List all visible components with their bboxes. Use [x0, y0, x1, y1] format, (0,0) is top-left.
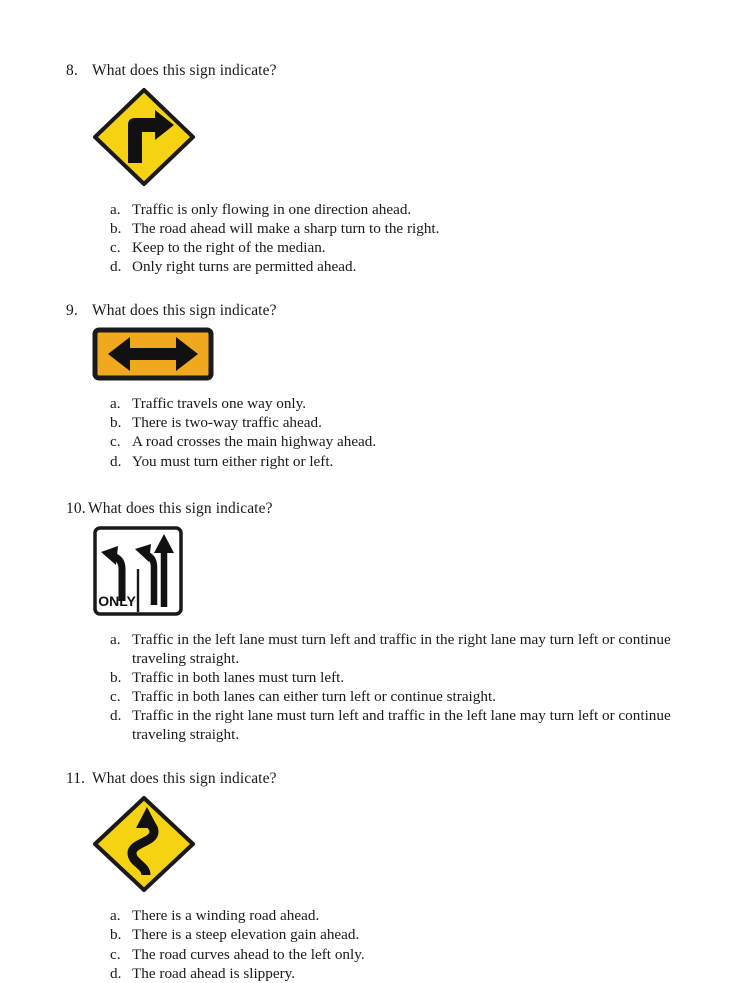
option-letter: d.	[110, 452, 122, 470]
option-letter: d.	[110, 707, 122, 725]
option-text: Traffic in both lanes can either turn left or continue straight.	[132, 687, 496, 705]
option-text: Traffic is only flowing in one direction ahead.	[132, 200, 412, 218]
question-9-prompt: What does this sign indicate?	[92, 302, 277, 320]
option-item[interactable]	[110, 964, 692, 983]
question-10-sign-area	[66, 525, 692, 622]
option-letter: a.	[110, 907, 121, 925]
question-10-prompt: What does this sign indicate?	[88, 499, 273, 517]
winding-road-warning-sign	[92, 795, 196, 893]
option-item[interactable]	[110, 945, 692, 964]
option-letter: c.	[110, 433, 121, 451]
question-8-heading	[66, 62, 692, 80]
option-item[interactable]	[110, 219, 692, 238]
option-item[interactable]	[110, 238, 692, 257]
lane-control-sign	[92, 525, 184, 617]
option-text: The road curves ahead to the left only.	[132, 945, 365, 963]
option-text: Traffic travels one way only.	[132, 395, 307, 413]
option-letter: d.	[110, 258, 122, 276]
option-letter: b.	[110, 414, 122, 432]
question-9-heading	[66, 302, 692, 320]
question-11-number: 11.	[66, 770, 86, 788]
question-8-prompt: What does this sign indicate?	[92, 62, 277, 79]
question-9-number: 9.	[66, 302, 78, 320]
option-text: Only right turns are permitted ahead.	[132, 258, 357, 276]
option-letter: b.	[110, 219, 122, 237]
option-letter: b.	[110, 926, 122, 944]
option-item[interactable]	[110, 706, 692, 744]
option-item[interactable]	[110, 452, 692, 471]
question-11-prompt: What does this sign indicate?	[92, 770, 277, 788]
option-letter: c.	[110, 945, 121, 963]
option-letter: c.	[110, 239, 121, 257]
question-10-number: 10.	[66, 499, 86, 517]
question-10-heading	[66, 500, 692, 518]
question-9-options	[66, 394, 692, 471]
option-letter: a.	[110, 200, 121, 218]
question-10-options	[66, 630, 692, 745]
option-letter: a.	[110, 630, 121, 648]
option-text: Traffic in the left lane must turn left and traffic in the right lane may turn left or continue traveling straight.	[132, 630, 671, 667]
question-8-number: 8.	[66, 62, 78, 79]
lane-sign-only-label: ONLY	[98, 592, 136, 609]
option-letter: a.	[110, 395, 121, 413]
question-10	[66, 500, 692, 745]
option-letter: d.	[110, 964, 122, 982]
question-9-sign-area	[66, 327, 692, 386]
question-8-options	[66, 200, 692, 277]
option-item[interactable]	[110, 906, 692, 925]
option-letter: c.	[110, 687, 121, 705]
two-way-traffic-sign	[92, 327, 214, 381]
option-item[interactable]	[110, 257, 692, 276]
option-text: Keep to the right of the median.	[132, 239, 326, 257]
option-text: You must turn either right or left.	[132, 452, 334, 470]
option-text: The road ahead will make a sharp turn to the right.	[132, 219, 440, 237]
option-text: Traffic in both lanes must turn left.	[132, 668, 345, 686]
question-11-sign-area	[66, 795, 692, 898]
option-item[interactable]	[110, 413, 692, 432]
option-text: Traffic in the right lane must turn left and traffic in the left lane may turn left or continue traveling straight.	[132, 707, 671, 744]
option-text: A road crosses the main highway ahead.	[132, 433, 377, 451]
option-item[interactable]	[110, 925, 692, 944]
option-text: There is two-way traffic ahead.	[132, 414, 322, 432]
option-text: The road ahead is slippery.	[132, 964, 296, 982]
question-11-heading	[66, 770, 692, 788]
option-item[interactable]	[110, 200, 692, 219]
option-letter: b.	[110, 668, 122, 686]
option-item[interactable]	[110, 668, 692, 687]
question-8	[66, 62, 692, 276]
option-text: There is a steep elevation gain ahead.	[132, 926, 360, 944]
option-item[interactable]	[110, 432, 692, 451]
option-item[interactable]	[110, 630, 692, 668]
question-11	[66, 770, 692, 982]
question-8-sign-area	[66, 87, 692, 192]
sharp-right-turn-warning-sign	[92, 87, 196, 187]
option-item[interactable]	[110, 687, 692, 706]
option-text: There is a winding road ahead.	[132, 907, 320, 925]
question-9	[66, 302, 692, 470]
option-item[interactable]	[110, 394, 692, 413]
question-11-options	[66, 906, 692, 983]
